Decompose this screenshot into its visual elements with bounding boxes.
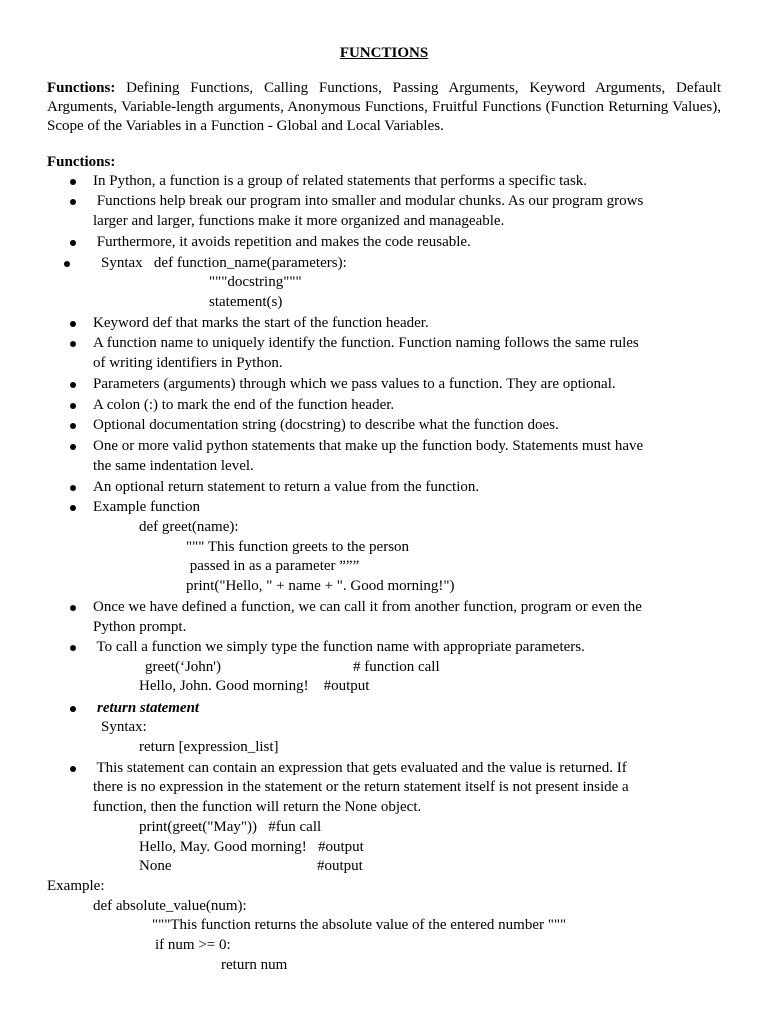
code-line: def absolute_value(num): [93,898,247,914]
bullet-dot [70,766,76,772]
bullet-dot [70,645,76,651]
list-item: Functions help break our program into smaller and modular chunks. As our program grows [93,193,644,209]
intro-paragraph [47,79,721,136]
bullet-dot [70,382,76,388]
code-line: Hello, May. Good morning! #output [139,839,364,855]
page-title: FUNCTIONS [339,45,429,61]
bullet-dot [70,505,76,511]
bullet-dot [70,605,76,611]
code-comment: #output [317,858,363,874]
intro-label: Functions: [47,80,116,96]
bullet-dot [70,403,76,409]
list-item-continuation: the same indentation level. [93,458,254,474]
example-label: Example: [47,878,105,894]
section-heading: Functions: [47,154,116,170]
code-comment: # function call [353,659,440,675]
bullet-dot [70,485,76,491]
code-line: def greet(name): [139,519,239,535]
code-line: """ This function greets to the person [186,539,410,555]
code-line: passed in as a parameter ””” [186,558,360,574]
list-item: This statement can contain an expression that gets evaluated and the value is returned. If [93,760,627,776]
list-item: Optional documentation string (docstring) to describe what the function does. [93,417,559,433]
list-item: One or more valid python statements that make up the function body. Statements must have [93,438,644,454]
list-item: In Python, a function is a group of related statements that performs a specific task. [93,173,588,189]
bullet-dot [70,706,76,712]
code-line: greet(‘John') [145,659,222,675]
list-item-continuation: of writing identifiers in Python. [93,355,283,371]
code-line: Syntax: [101,719,147,735]
bullet-dot [70,199,76,205]
list-item-continuation: Python prompt. [93,619,187,635]
list-item: Syntax def function_name(parameters): [101,255,347,271]
code-line: """docstring""" [209,274,302,290]
list-item: To call a function we simply type the function name with appropriate parameters. [93,639,585,655]
code-line: print(greet("May")) #fun call [139,819,322,835]
bullet-dot [70,444,76,450]
list-item: A colon (:) to mark the end of the function header. [93,397,395,413]
list-item-heading: return statement [97,700,200,716]
code-line: return [expression_list] [139,739,279,755]
bullet-dot [70,240,76,246]
list-item: Keyword def that marks the start of the function header. [93,315,429,331]
list-item: An optional return statement to return a value from the function. [93,479,480,495]
code-line: None [139,858,172,874]
list-item: Once we have defined a function, we can call it from another function, program or even the [93,599,642,615]
list-item-continuation: function, then the function will return the None object. [93,799,422,815]
code-line: return num [221,957,288,973]
code-line: Hello, John. Good morning! #output [139,678,370,694]
bullet-dot [70,321,76,327]
list-item: Furthermore, it avoids repetition and makes the code reusable. [93,234,471,250]
code-line: print("Hello, " + name + ". Good morning!") [186,578,455,594]
list-item-continuation: there is no expression in the statement or the return statement itself is not present inside a [93,779,629,795]
bullet-dot [64,261,70,267]
bullet-dot [70,179,76,185]
list-item: Example function [93,499,201,515]
intro-text: Defining Functions, Calling Functions, Passing Arguments, Keyword Arguments, Default Arguments, Variable-length arguments, Anonymous Functions, Fruitful Functions (Function Returning Values), Scope of the Variables in a Function - Global and Local Variables. [47,80,721,134]
list-item-continuation: larger and larger, functions make it more organized and manageable. [93,213,505,229]
code-line: if num >= 0: [155,937,231,953]
bullet-dot [70,341,76,347]
list-item: Parameters (arguments) through which we pass values to a function. They are optional. [93,376,616,392]
list-item: A function name to uniquely identify the function. Function naming follows the same rules [93,335,639,351]
code-line: """This function returns the absolute value of the entered number """ [152,917,567,933]
code-line: statement(s) [209,294,283,310]
bullet-dot [70,423,76,429]
